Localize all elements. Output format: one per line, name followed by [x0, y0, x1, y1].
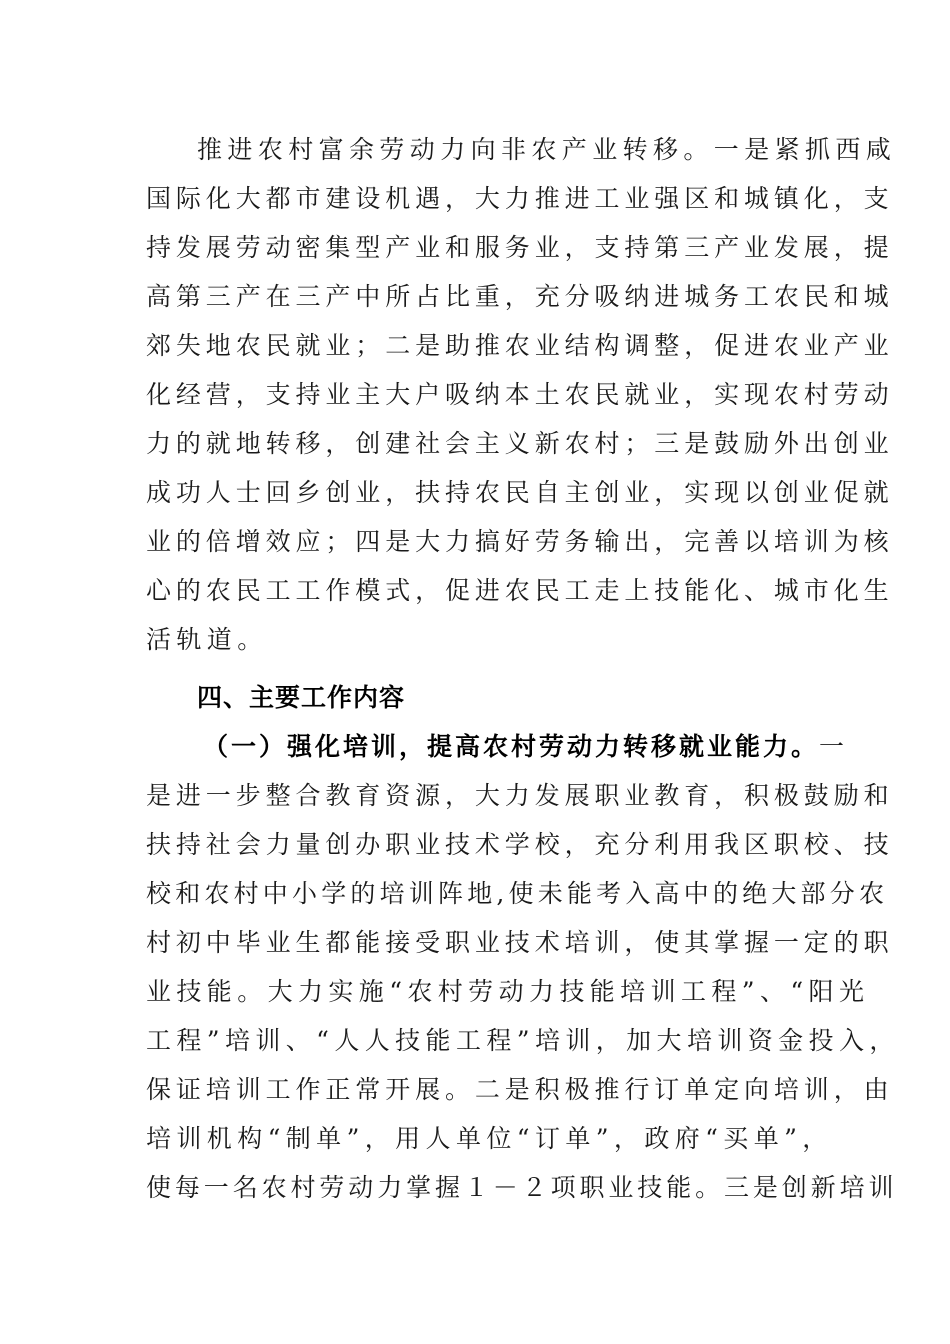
paragraph-line: 高第三产在三产中所占比重，充分吸纳进城务工农民和城 [146, 282, 894, 311]
paragraph-line: 业技能。大力实施“农村劳动力技能培训工程”、“阳光 [146, 977, 870, 1006]
paragraph-line: 成功人士回乡创业，扶持农民自主创业，实现以创业促就 [146, 478, 894, 507]
paragraph-line: 校和农村中小学的培训阵地,使未能考入高中的绝大部分农 [146, 879, 889, 908]
paragraph-line: 力的就地转移，创建社会主义新农村；三是鼓励外出创业 [146, 429, 894, 458]
paragraph-line: 国际化大都市建设机遇，大力推进工业强区和城镇化，支 [146, 184, 894, 213]
paragraph-line: 活轨道。 [146, 625, 268, 654]
paragraph-line: 是进一步整合教育资源，大力发展职业教育，积极鼓励和 [146, 781, 894, 810]
paragraph-line: 心的农民工工作模式，促进农民工走上技能化、城市化生 [146, 576, 894, 605]
paragraph-line: 培训机构“制单”，用人单位“订单”，政府“买单”， [146, 1124, 833, 1153]
section-heading: 四、主要工作内容 [197, 683, 406, 712]
paragraph-line: 村初中毕业生都能接受职业技术培训，使其掌握一定的职 [146, 928, 894, 957]
paragraph-line: 郊失地农民就业；二是助推农业结构调整，促进农业产业 [146, 331, 894, 360]
paragraph-line: 持发展劳动密集型产业和服务业，支持第三产业发展，提 [146, 233, 894, 262]
paragraph-line: 工程”培训、“人人技能工程”培训，加大培训资金投入， [146, 1026, 900, 1055]
paragraph-line: 业的倍增效应；四是大力搞好劳务输出，完善以培训为核 [146, 527, 894, 556]
subsection-first-line-rest: 一 [819, 732, 850, 761]
paragraph-line: 保证培训工作正常开展。二是积极推行订单定向培训，由 [146, 1075, 894, 1104]
paragraph-line: 推进农村富余劳动力向非农产业转移。一是紧抓西咸 [197, 135, 897, 164]
paragraph-line: 扶持社会力量创办职业技术学校，充分利用我区职校、技 [146, 830, 894, 859]
subsection-first-line [203, 727, 849, 767]
paragraph-line: 使每一名农村劳动力掌握１－２项职业技能。三是创新培训 [146, 1173, 898, 1202]
paragraph-line: 化经营，支持业主大户吸纳本土农民就业，实现农村劳动 [146, 380, 894, 409]
subsection-title: （一）强化培训，提高农村劳动力转移就业能力。 [203, 732, 820, 761]
